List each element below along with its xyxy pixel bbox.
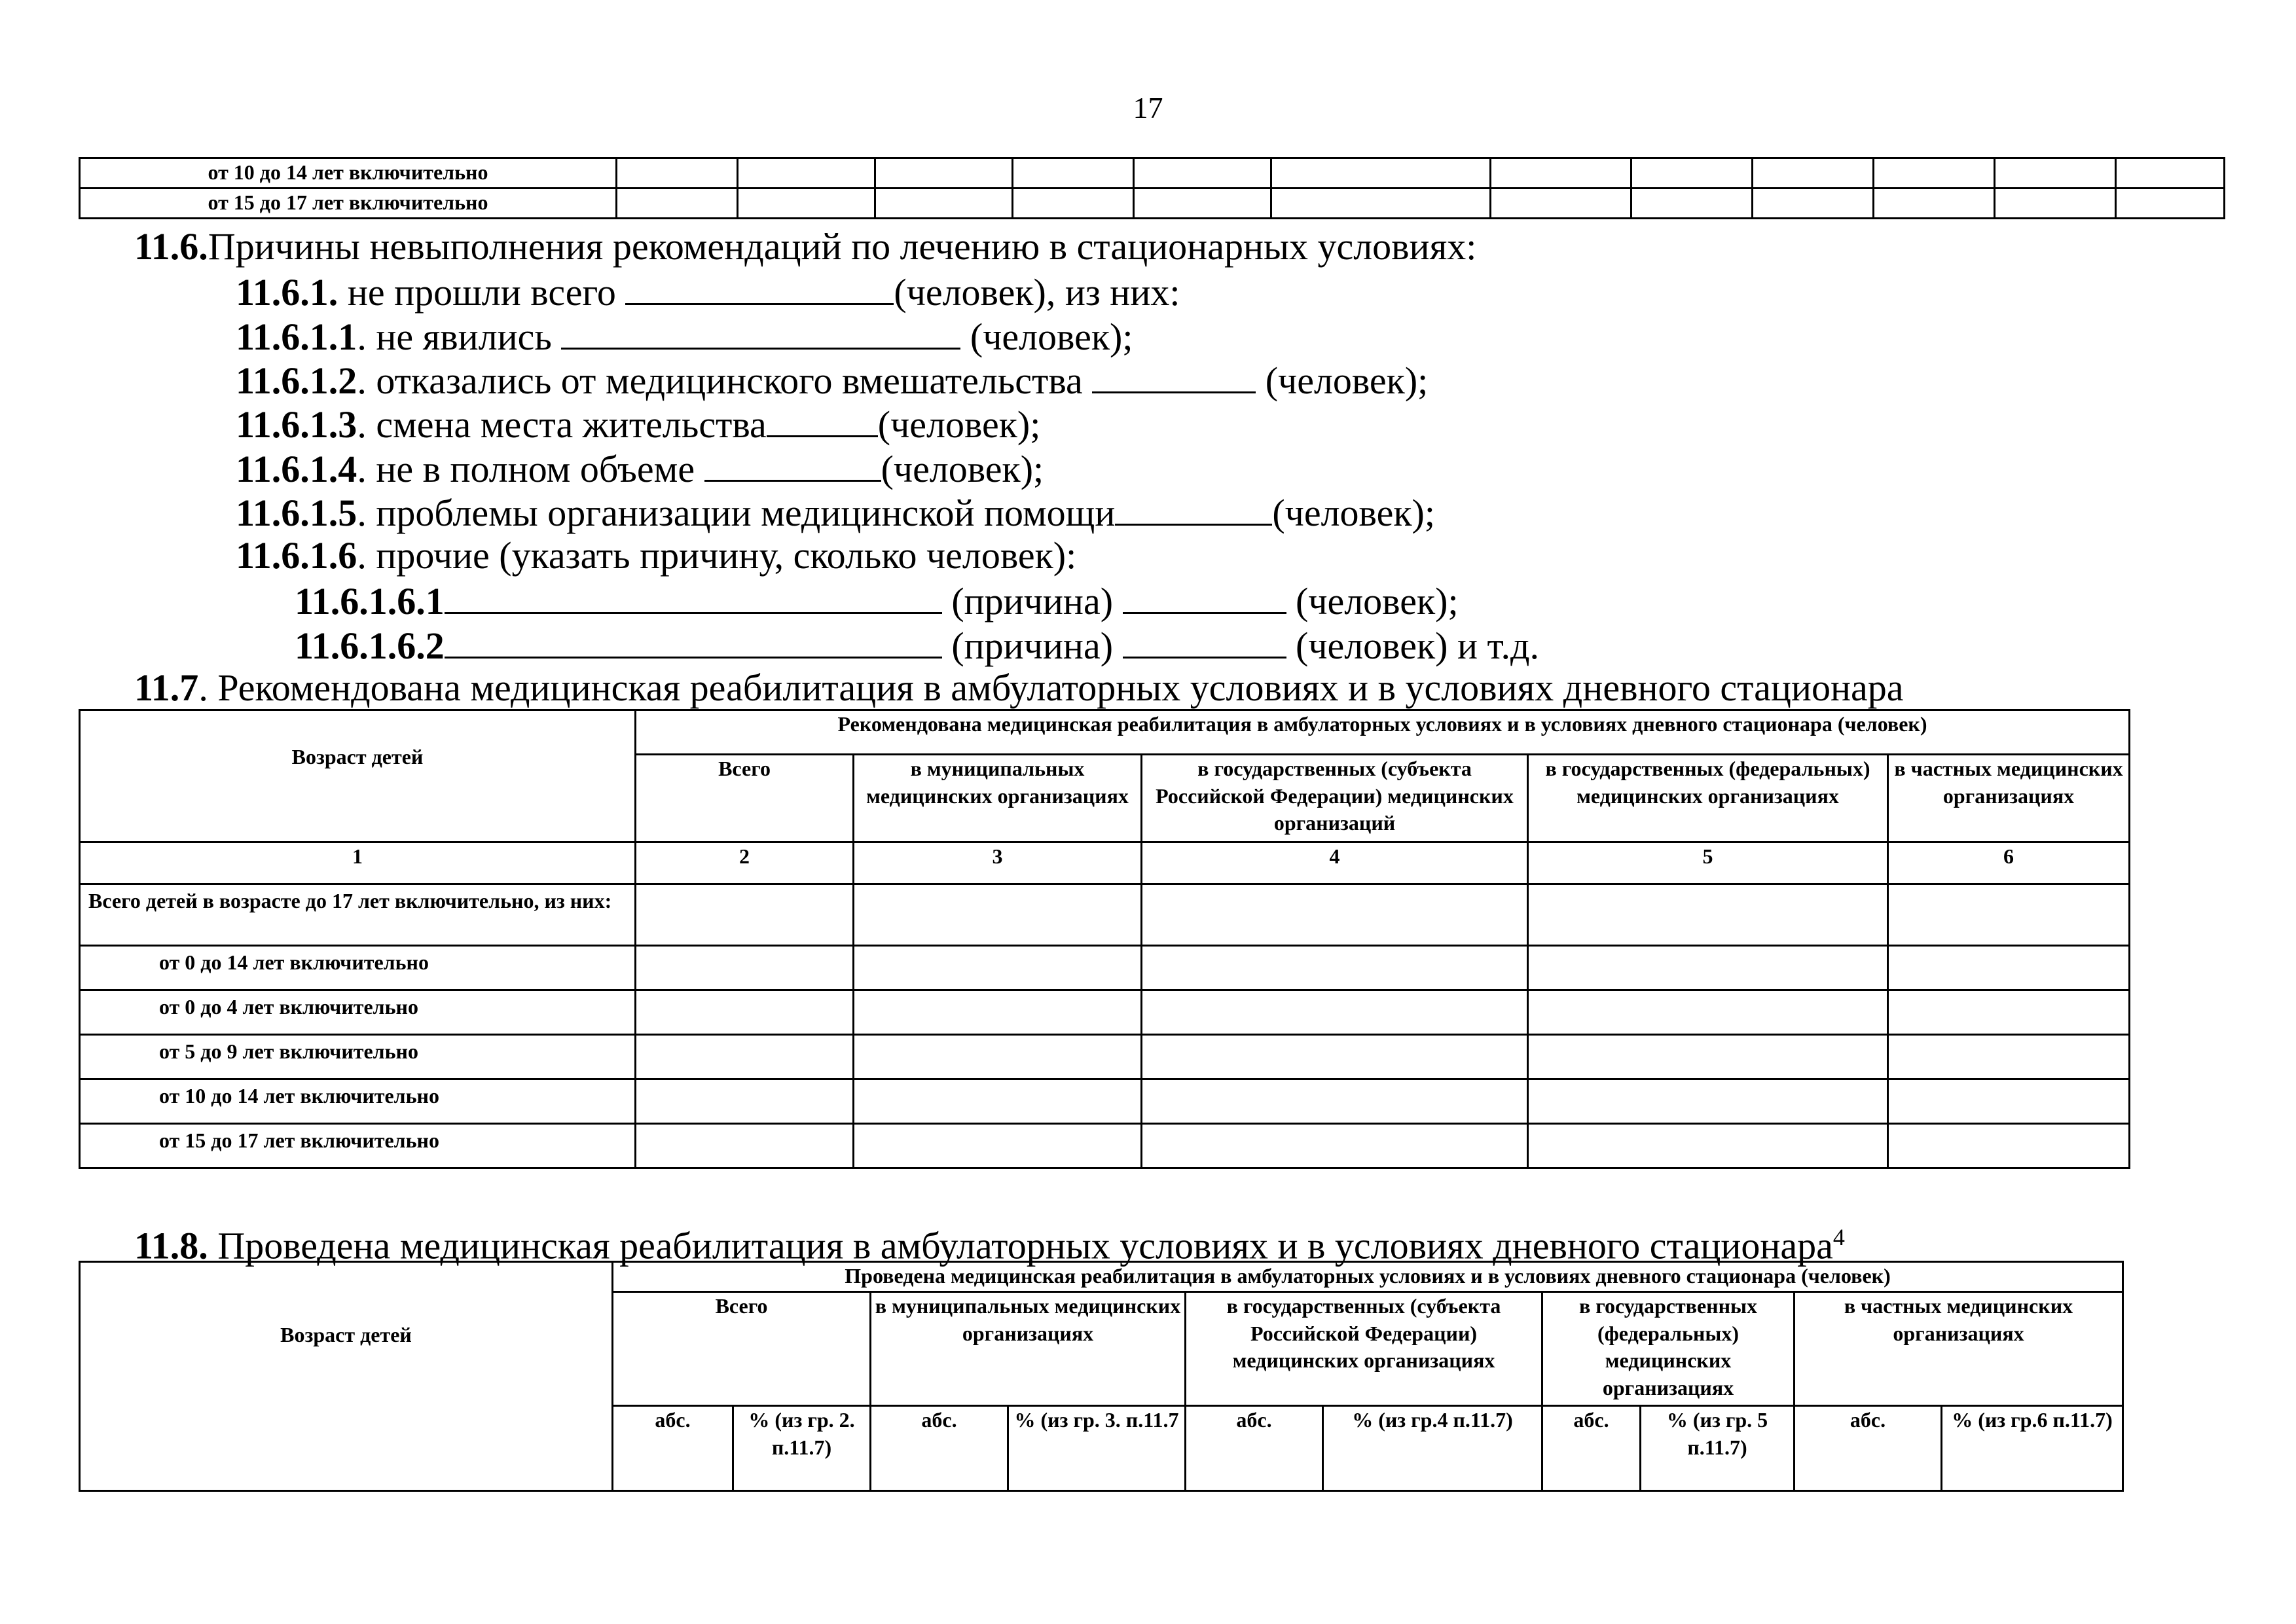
item-11-6-1-1: 11.6.1.1. не явились (человек); (236, 316, 1133, 358)
item-11-6-1-6: 11.6.1.6. прочие (указать причину, сколько человек): (236, 534, 1077, 577)
blank-field[interactable] (445, 625, 942, 659)
pct-header: % (из гр. 5 п.11.7) (1641, 1406, 1795, 1491)
column-header: Всего (636, 755, 854, 842)
blank-field[interactable] (1092, 360, 1256, 393)
blank-field[interactable] (1123, 625, 1286, 659)
group-header: Рекомендована медицинская реабилитация в амбулаторных условиях и в условиях дневного стационара (человек) (636, 710, 2130, 755)
item-11-6-1-2: 11.6.1.2. отказались от медицинского вмешательства (человек); (236, 359, 1429, 402)
table-11-8 (79, 1261, 2124, 1492)
column-number: 1 (80, 842, 636, 884)
top-table (79, 157, 2225, 219)
section-11-6-title: 11.6.Причины невыполнения рекомендаций по лечению в стационарных условиях: (134, 225, 1477, 268)
blank-field[interactable] (704, 448, 881, 482)
table-row-label: от 15 до 17 лет включительно (80, 189, 617, 219)
pct-header: % (из гр. 3. п.11.7 (1008, 1406, 1186, 1491)
column-header: в частных медицинских организациях (1795, 1292, 2123, 1406)
footnote-marker: 4 (1832, 1224, 1845, 1250)
column-header: в государственных (субъекта Российской Федерации) медицинских организациях (1186, 1292, 1542, 1406)
abs-header: абс. (1542, 1406, 1641, 1491)
column-header: Всего (613, 1292, 871, 1406)
page-number: 17 (1133, 91, 1163, 124)
item-11-6-1-6-1: 11.6.1.6.1 (причина) (человек); (295, 580, 1459, 623)
item-11-6-1-4: 11.6.1.4. не в полном объеме (человек); (236, 448, 1044, 490)
table-row-label: от 0 до 4 лет включительно (80, 990, 636, 1035)
item-11-6-1-6-2: 11.6.1.6.2 (причина) (человек) и т.д. (295, 624, 1540, 667)
pct-header: % (из гр.6 п.11.7) (1942, 1406, 2123, 1491)
pct-header: % (из гр.4 п.11.7) (1323, 1406, 1542, 1491)
table-row-label: от 10 до 14 лет включительно (80, 1079, 636, 1124)
column-number: 5 (1528, 842, 1888, 884)
section-11-7-title: 11.7. Рекомендована медицинская реабилитация в амбулаторных условиях и в условиях дневного стационара (134, 666, 1904, 709)
abs-header: абс. (871, 1406, 1008, 1491)
table-row-label: от 5 до 9 лет включительно (80, 1035, 636, 1079)
table-11-7 (79, 709, 2130, 1169)
column-header: в государственных (федеральных) медицинских организациях (1528, 755, 1888, 842)
blank-field[interactable] (445, 581, 942, 614)
blank-field[interactable] (767, 404, 878, 437)
column-header: в частных медицинских организациях (1888, 755, 2130, 842)
abs-header: абс. (1186, 1406, 1323, 1491)
blank-field[interactable] (625, 272, 894, 305)
column-header: в муниципальных медицинских организациях (854, 755, 1142, 842)
column-header: в государственных (субъекта Российской Федерации) медицинских организаций (1142, 755, 1528, 842)
blank-field[interactable] (1123, 581, 1286, 614)
item-11-6-1: 11.6.1. не прошли всего (человек), из них: (236, 271, 1180, 314)
table-row-label: от 10 до 14 лет включительно (80, 158, 617, 189)
column-number: 2 (636, 842, 854, 884)
group-header: Проведена медицинская реабилитация в амбулаторных условиях и в условиях дневного стационара (человек) (613, 1262, 2123, 1292)
age-header: Возраст детей (80, 710, 636, 842)
age-header: Возраст детей (80, 1262, 613, 1491)
blank-field[interactable] (1115, 492, 1272, 526)
column-header: в государственных (федеральных) медицинских организациях (1542, 1292, 1795, 1406)
section-11-8-title: 11.8. Проведена медицинская реабилитация в амбулаторных условиях и в условиях дневного стационара$^4$ (134, 1224, 1845, 1267)
table-row-label: от 15 до 17 лет включительно (80, 1124, 636, 1168)
column-number: 3 (854, 842, 1142, 884)
column-header: в муниципальных медицинских организациях (871, 1292, 1186, 1406)
abs-header: абс. (613, 1406, 733, 1491)
column-number: 4 (1142, 842, 1528, 884)
abs-header: абс. (1795, 1406, 1942, 1491)
table-row-label: Всего детей в возрасте до 17 лет включительно, из них: (80, 884, 636, 946)
table-row-label: от 0 до 14 лет включительно (80, 946, 636, 990)
item-11-6-1-3: 11.6.1.3. смена места жительства (человек); (236, 403, 1041, 446)
blank-field[interactable] (561, 316, 960, 350)
column-number: 6 (1888, 842, 2130, 884)
pct-header: % (из гр. 2. п.11.7) (733, 1406, 871, 1491)
item-11-6-1-5: 11.6.1.5. проблемы организации медицинской помощи (человек); (236, 492, 1435, 534)
